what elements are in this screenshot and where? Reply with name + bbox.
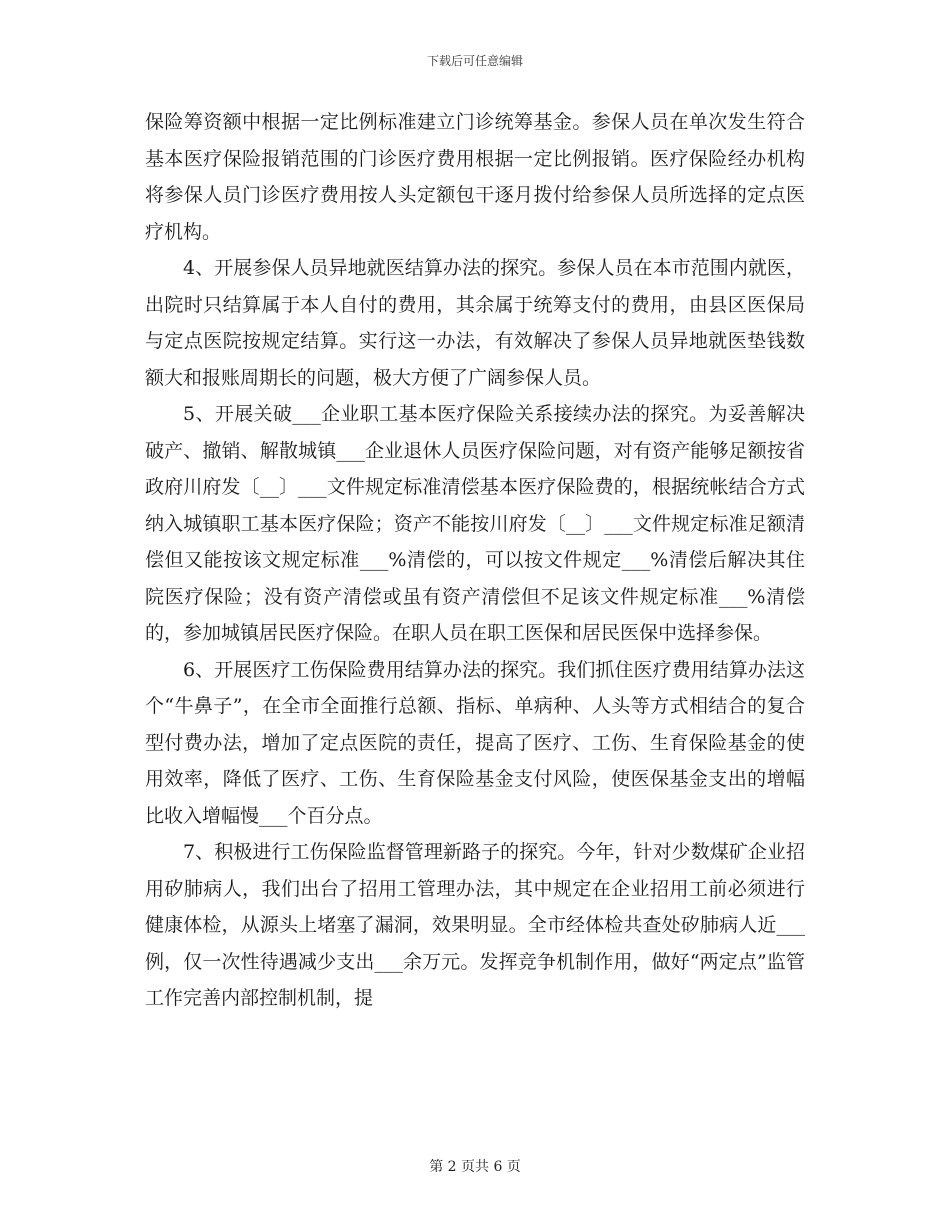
- document-body: [145, 104, 805, 1017]
- paragraph-item-5: 5、开展关破___企业职工基本医疗保险关系接续办法的探究。为妥善解决破产、撤销、解散城镇___企业退休人员医疗保险问题，对有资产能够足额按省政府川府发〔__〕___文件规定标准清偿基本医疗保险费的，根据统帐结合方式纳入城镇职工基本医疗保险；资产不能按川府发〔__〕___文件规定标准足额清偿但又能按该文规定标准___%清偿的，可以按文件规定___%清偿后解决其住院医疗保险；没有资产清偿或虽有资产清偿但不足该文件规定标准___%清偿的，参加城镇居民医疗保险。在职人员在职工医保和居民医保中选择参保。: [145, 403, 805, 644]
- paragraph-item-4: 4、开展参保人员异地就医结算办法的探究。参保人员在本市范围内就医，出院时只结算属于本人自付的费用，其余属于统筹支付的费用，由县区医保局与定点医院按规定结算。实行这一办法，有效解决了参保人员异地就医垫钱数额大和报账周期长的问题，极大方便了广阔参保人员。: [145, 257, 805, 389]
- page-footer: 第 2 页共 6 页: [429, 1159, 521, 1175]
- paragraph-item-6: 6、开展医疗工伤保险费用结算办法的探究。我们抓住医疗费用结算办法这个“牛鼻子”，在全市全面推行总额、指标、单病种、人头等方式相结合的复合型付费办法，增加了定点医院的责任，提高了医疗、工伤、生育保险基金的使用效率，降低了医疗、工伤、生育保险基金支付风险，使医保基金支出的增幅比收入增幅慢___个百分点。: [145, 658, 805, 827]
- page-header: 下载后可任意编辑: [426, 54, 523, 68]
- paragraph-item-7: 7、积极进行工伤保险监督管理新路子的探究。今年，针对少数煤矿企业招用矽肺病人，我们出台了招用工管理办法，其中规定在企业招用工前必须进行健康体检，从源头上堵塞了漏洞，效果明显。全市经体检共查处矽肺病人近___例，仅一次性待遇减少支出___余万元。发挥竞争机制作用，做好“两定点”监管工作完善内部控制机制，提: [145, 841, 805, 1009]
- paragraph-continuation: 保险筹资额中根据一定比例标准建立门诊统筹基金。参保人员在单次发生符合基本医疗保险报销范围的门诊医疗费用根据一定比例报销。医疗保险经办机构将参保人员门诊医疗费用按人头定额包干逐月拨付给参保人员所选择的定点医疗机构。: [145, 111, 805, 243]
